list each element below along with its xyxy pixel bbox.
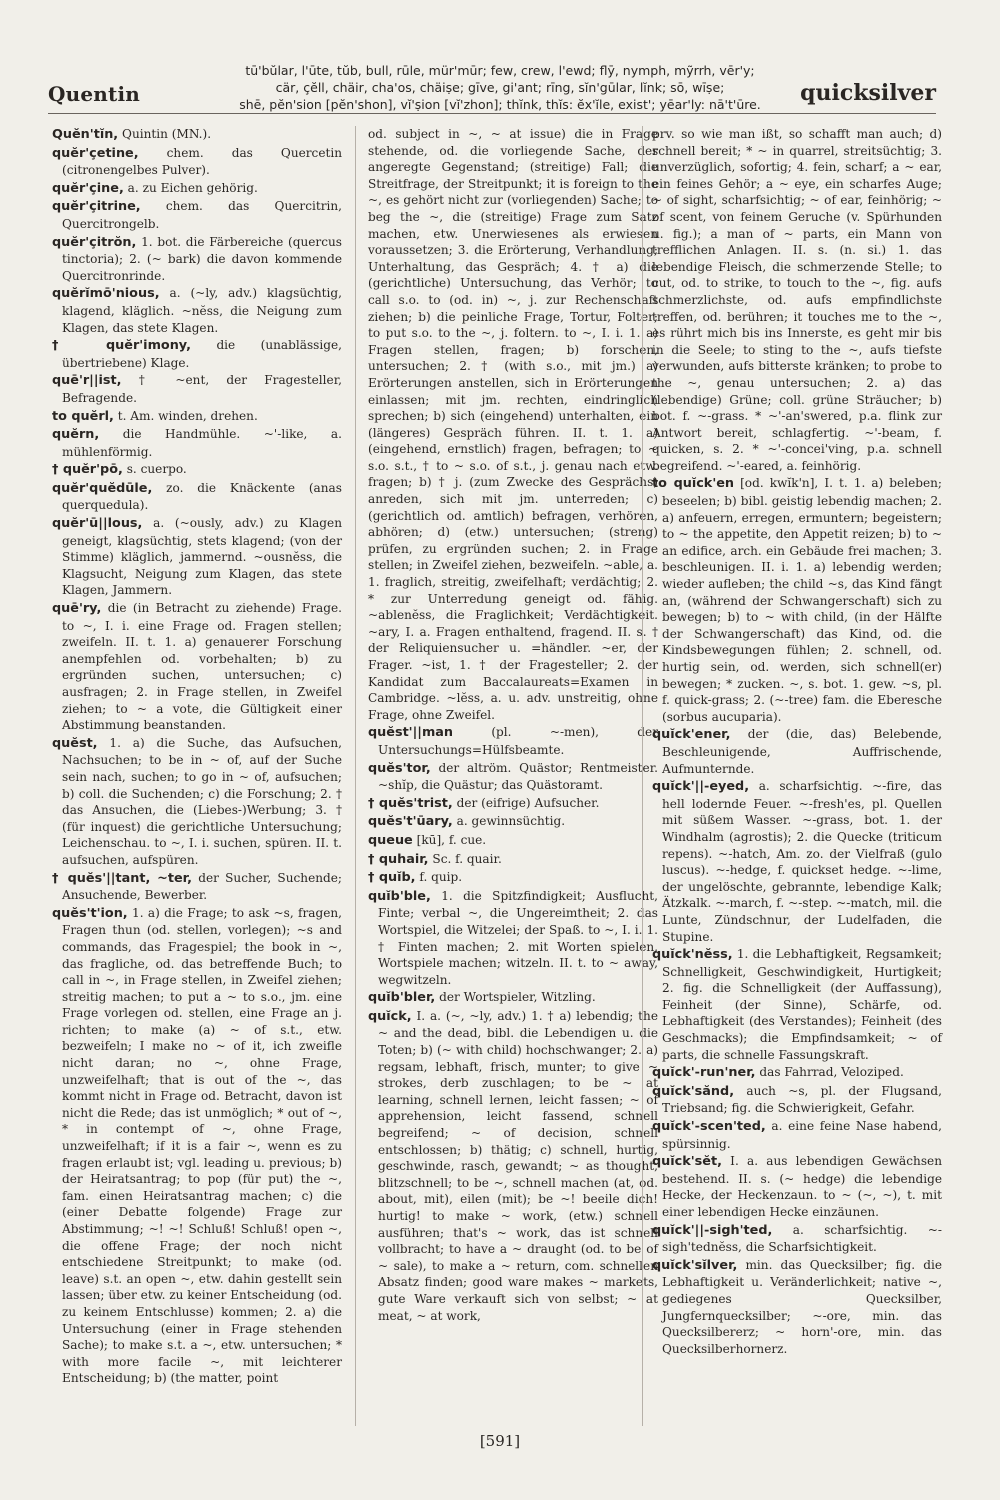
dictionary-entry <box>52 515 342 599</box>
entry-text: 1. a) die Frage; to ask ~s, fragen, Fragen thun (od. stellen, vorlegen); ~s and commands, das Fragespiel; the book in ~, das fragliche, od. das betreffende Buch; to call in ~, in Frage stellen, in Zweifel ziehen; streitig machen; to put a ~ to s.o., jm. eine Frage vorlegen od. stellen, eine Frage an j. richten; to make (a) ~ of s.t., etw. bezweifeln; I make no ~ of it, ich zweifle nicht daran; no ~, ohne Frage, unzweifelhaft; that is out of the ~, das kommt nicht in Frage od. Betracht, davon ist nicht die Rede; das ist unmöglich; * out of ~, * in contempt of ~, ohne Frage, unzweifelhaft; if it is a fair ~, wenn es zu fragen erlaubt ist; vgl. leading u. previous; b) der Heiratsantrag; to pop (für put) the ~, fam. einen Heiratsantrag machen; c) die (einer Debatte folgende) Frage zur Abstimmung; ~! ~! Schluß! Schluß! open ~, die offene Frage; der noch nicht entschiedene Streitpunkt; to make (od. leave) s.t. an open ~, etw. dahin gestellt sein lassen; über etw. zu keiner Entscheidung (od. zu keinem Entschlusse) kommen; 2. a) die Untersuchung (einer in Frage stehenden Sache); to make s.t. a ~, etw. untersuchen; * with more facile ~, mit leichterer Entscheidung; b) (the matter, point <box>62 905 342 1386</box>
column-3 <box>652 126 942 1358</box>
dictionary-entry <box>52 234 342 285</box>
headword: quĭck'||-eyed, <box>652 779 750 795</box>
column-2 <box>368 126 658 1325</box>
headword: quĕr'ū||lous, <box>52 516 143 532</box>
headword: † quĕr'imony, <box>52 338 192 354</box>
headword: quĕr'quĕdūle, <box>52 480 153 496</box>
entry-text: min. das Quecksilber; fig. die Lebhaftigkeit u. Veränderlichkeit; native ~, gediegenes Quecksilber, Jungfernquecksilber; ~-ore, min. das Quecksilbererz; ~ horn'-ore, min. das Quecksilberhornerz. <box>662 1257 942 1356</box>
entry-text: I. a. aus lebendigen Gewächsen bestehend. II. s. (~ hedge) die lebendige Hecke, der Heckenzaun. to ~ (~, ~), t. mit einer lebendigen Hecke einzäunen. <box>662 1154 942 1219</box>
headword: quĭck'sĭlver, <box>652 1257 738 1273</box>
entry-text: Quintin (MN.). <box>122 127 212 141</box>
entry-text: I. a. (~, ~ly, adv.) 1. † a) lebendig; the ~ and the dead, bibl. die Lebendigen u. die Toten; b) (~ with child) hochschwanger; 2. a) regsam, lebhaft, frisch, munter; to give ~ strokes, derb zuschlagen; to be ~ at learning, schnell lernen, leicht fassen; ~ of apprehension, leicht fassend, schnell begreifend; ~ of decision, schnell entschlossen; b) thätig; c) schnell, hurtig, geschwinde, rasch, gewandt; ~ as thought, blitzschnell; to be ~, schnell machen (at, od. about, mit), eilen (mit); be ~! beeile dich! hurtig! to make ~ work, (etw.) schnell ausführen; that's ~ work, das ist schnell vollbracht; to have a ~ draught (od. to be of ~ sale), to make a ~ return, com. schnellen Absatz finden; good ware makes ~ markets, gute Ware verkauft sich von selbst; ~ at meat, ~ at work, <box>378 1008 658 1323</box>
entry-text: der (eifrige) Aufsucher. <box>456 795 600 810</box>
dictionary-entry <box>368 989 658 1007</box>
entry-text: a. zu Eichen gehörig. <box>127 180 258 195</box>
dictionary-entry <box>368 126 658 723</box>
entry-text: [kū], f. cue. <box>416 832 487 847</box>
headword: quĭck'sĕt, <box>652 1154 722 1170</box>
dictionary-entry <box>368 1008 658 1324</box>
headword: quĕrĭmō'nious, <box>52 286 160 302</box>
headword: quĕst'||man <box>368 725 454 741</box>
entry-text: a. (~ously, adv.) zu Klagen geneigt, klagsüchtig, stets klagend; (von der Stimme) kläglich, jammernd. ~ousnĕss, die Klagsucht, Neigung zum Klagen, das stete Klagen, Jammern. <box>62 516 342 598</box>
entry-text: 1. bot. die Färbereiche (quercus tinctoria); 2. (~ bark) die davon kommende Quercitronrinde. <box>62 234 342 283</box>
entry-text: der Sucher, Suchende; Ansuchende, Bewerber. <box>62 870 342 903</box>
headword: † quĕs'||tant, ~ter, <box>52 870 192 886</box>
page-number: [591] <box>479 1432 521 1450</box>
dictionary-entry <box>52 426 342 460</box>
headword: quĕst, <box>52 735 98 751</box>
headword: Quĕn'tĭn, <box>52 127 119 142</box>
headword: quĭck'||-sigh'ted, <box>652 1222 773 1238</box>
headword: quĭck'-scen'ted, <box>652 1119 766 1135</box>
entry-text: zo. die Knäckente (anas querquedula). <box>62 480 342 513</box>
guide-word-right: quicksilver <box>800 80 936 106</box>
dictionary-entry <box>52 461 342 479</box>
entry-text: auch ~s, pl. der Flugsand, Triebsand; fig. die Schwierigkeit, Gefahr. <box>662 1083 942 1116</box>
dictionary-entry <box>652 475 942 725</box>
dictionary-entry <box>652 726 942 777</box>
dictionary-entry <box>368 760 658 794</box>
dictionary-entry <box>52 180 342 198</box>
entry-text: od. subject in ~, ~ at issue) die in Frage stehende, od. die vorliegende Sache, der angeregte Gegenstand; (streitige) Fall; die Streitfrage, der Streitpunkt; it is foreign to the ~, es gehört nicht zur (vorliegenden) Sache; to beg the ~, die (streitige) Frage zum Satz machen, etw. Unerwiesenes als erwiesen voraussetzen; 3. die Erörterung, Verhandlung; Unterhaltung, das Gespräch; 4. † a) die (gerichtliche) Untersuchung, das Verhör; to call s.o. to (od. in) ~, j. zur Rechenschaft ziehen; b) die peinliche Frage, Tortur, Folter; to put s.o. to the ~, j. foltern. to ~, I. i. 1. a) Fragen stellen, fragen; b) forschen, untersuchen; 2. † (with s.o., mit jm.) a) Erörterungen anstellen, sich in Erörterungen einlassen; mit jm. rechten, eindringlich sprechen; b) sich (eingehend) unterhalten, ein (längeres) Gespräch führen. II. t. 1. a) (eingehend, ernstlich) fragen, befragen; to ~ s.o. s.t., † to ~ s.o. of s.t., j. genau nach etw. fragen; b) † j. (zum Zwecke des Gesprächs) anreden, sich mit jm. unterreden; c) (gerichtlich od. amtlich) befragen, verhören, abhören; d) (etw.) untersuchen; (streng) prüfen, zu ergründen suchen; 2. in Frage stellen; in Zweifel ziehen, bezweifeln. ~able, a. 1. fraglich, streitig, zweifelhaft; verdächtig; 2. * zur Unterredung geneigt od. fähig. ~ablenĕss, die Fraglichkeit; Verdächtigkeit. ~ary, I. a. Fragen enthaltend, fragend. II. s. † der Reliquiensucher u. =händler. ~er, der Frager. ~ist, 1. † der Fragesteller; 2. der Kandidat zum Baccalaureats=Examen in Cambridge. ~lĕss, a. u. adv. unstreitig, ohne Frage, ohne Zweifel. <box>368 127 658 722</box>
entry-text: prv. so wie man ißt, so schafft man auch; d) schnell bereit; * ~ in quarrel, streitsüchtig; 3. unverzüglich, sofortig; 4. fein, scharf; a ~ ear, ein feines Gehör; a ~ eye, ein scharfes Auge; ~ of sight, scharfsichtig; ~ of ear, feinhörig; ~ of scent, von feinem Geruche (v. Spürhunden u. fig.); a man of ~ parts, ein Mann von trefflichen Anlagen. II. s. (n. si.) 1. das lebendige Fleisch, die schmerzende Stelle; to cut, od. to strike, to touch to the ~, fig. aufs schmerzlichste, od. aufs empfindlichste treffen, od. berühren; it touches me to the ~, es rührt mich bis ins Innerste, es geht mir bis in die Seele; to sting to the ~, aufs tiefste verwunden, aufs bitterste kränken; to probe to the ~, genau untersuchen; 2. a) das (lebendige) Grüne; coll. grüne Sträucher; b) bot. f. ~-grass. * ~'-an'swered, p.a. flink zur Antwort bereit, schlagfertig. ~'-beam, f. quicken, s. 2. * ~'-concei'ving, p.a. schnell begreifend. ~'-eared, a. feinhörig. <box>652 127 942 473</box>
headword: † quĭb, <box>368 870 416 886</box>
dictionary-entry <box>368 724 658 758</box>
headword: † quĕs'trist, <box>368 795 453 811</box>
dictionary-entry <box>52 337 342 371</box>
headword: quĭck'sănd, <box>652 1083 735 1099</box>
dictionary-entry <box>652 1153 942 1220</box>
headword: quē'ry, <box>52 601 102 617</box>
dictionary-entry <box>52 145 342 179</box>
entry-text: 1. die Spitzfindigkeit; Ausflucht, Finte; verbal ~, die Ungereimtheit; 2. das Wortspiel, die Witzelei; der Spaß. to ~, I. i. 1. † Finten machen; 2. mit Worten spielen, Wortspiele machen; witzeln. II. t. to ~ away, wegwitzeln. <box>378 888 658 987</box>
dictionary-entry <box>652 1064 942 1082</box>
headword: to quĭck'en <box>652 476 735 492</box>
entry-text: das Fahrrad, Veloziped. <box>759 1065 904 1080</box>
pronunciation-line: tū'bŭlar, l'ūte, tŭb, bull, rūle, mür'mūr; few, crew, l'ewd; flȳ, nymph, mỹrrh, vēr'y; <box>245 63 755 78</box>
entry-text: [od. kwĭk'n], I. t. 1. a) beleben; beseelen; b) bibl. geistig lebendig machen; 2. a) anfeuern, erregen, ermuntern; begeistern; to ~ the appetite, den Appetit reizen; b) to ~ an edifice, arch. ein Gebäude frei machen; 3. beschleunigen. II. i. 1. a) lebendig werden; wieder aufleben; the child ~s, das Kind fängt an, (während der Schwangerschaft) sich zu bewegen; b) to ~ with child, (in der Hälfte der Schwangerschaft) das Kind, od. die Kindsbewegungen fühlen; 2. schnell, od. hurtig sein, od. werden, sich schnell(er) bewegen; * zucken. ~, s. bot. 1. gew. ~s, pl. f. quick-grass; 2. (~-tree) fam. die Eberesche (sorbus aucuparia). <box>662 476 942 724</box>
headword: quĭck'nĕss, <box>652 947 733 963</box>
dictionary-entry <box>368 851 658 869</box>
dictionary-entry <box>368 795 658 813</box>
headword: quē'r||ist, <box>52 373 122 389</box>
headword: quĕs'tor, <box>368 760 431 776</box>
pronunciation-line: shē, pĕn'sion [pĕn'shon], vĭ'ṣion [vĭ'zhon]; thĭnk, thĭs: ĕx'ĭle, exist'; yēar'ly: nā't'ūre. <box>239 97 761 112</box>
entry-text: a. eine feine Nase habend, spürsinnig. <box>662 1119 942 1151</box>
dictionary-entry <box>368 832 658 850</box>
entry-text: a. gewinnsüchtig. <box>456 814 566 829</box>
pronunciation-key <box>210 62 790 113</box>
dictionary-entry <box>368 869 658 887</box>
headword: quĭck'ener, <box>652 727 731 743</box>
dictionary-entry <box>652 1083 942 1117</box>
entry-text: a. (~ly, adv.) klagsüchtig, klagend, kläglich. ~nĕss, die Neigung zum Klagen, das stete Klagen. <box>62 286 342 335</box>
headword: quĭb'ble, <box>368 888 431 904</box>
headword: quĭck, <box>368 1008 412 1024</box>
headword: to quĕrl, <box>52 408 114 424</box>
dictionary-entry <box>52 870 342 904</box>
entry-text: f. quip. <box>419 870 463 885</box>
dictionary-entry <box>52 480 342 514</box>
dictionary-entry <box>52 285 342 336</box>
entry-text: der (die, das) Belebende, Beschleunigende, Auffrischende, Aufmunternde. <box>662 727 942 776</box>
entry-text: die (unablässige, übertriebene) Klage. <box>62 338 342 370</box>
headword: quĕrn, <box>52 427 100 443</box>
entry-text: † ~ent, der Fragesteller, Befragende. <box>62 373 342 405</box>
dictionary-entry <box>52 198 342 232</box>
dictionary-entry <box>52 126 342 144</box>
headword: quĕr'çitrine, <box>52 199 141 215</box>
headword: queue <box>368 832 413 848</box>
dictionary-entry <box>368 888 658 989</box>
headword: quĕs't'ūary, <box>368 814 453 830</box>
column-divider <box>642 126 643 1426</box>
entry-text: (pl. ~-men), der Untersuchungs=Hülfsbeamte. <box>378 725 658 757</box>
entry-text: der altröm. Quästor; Rentmeister. ~shĭp, die Quästur; das Quästoramt. <box>378 760 658 793</box>
entry-text: t. Am. winden, drehen. <box>117 408 258 423</box>
dictionary-entry <box>52 905 342 1387</box>
headword: † quĕr'pō, <box>52 462 123 478</box>
headword: quĭb'bler, <box>368 990 436 1006</box>
dictionary-entry <box>652 1257 942 1358</box>
header-rule <box>48 113 936 114</box>
dictionary-entry <box>52 372 342 406</box>
entry-text: der Wortspieler, Witzling. <box>439 990 596 1005</box>
entry-text: s. cuerpo. <box>126 462 187 477</box>
dictionary-entry <box>368 813 658 831</box>
headword: quĕr'çetine, <box>52 145 139 161</box>
entry-text: die Handmühle. ~'-like, a. mühlenförmig. <box>62 427 342 459</box>
entry-text: 1. die Lebhaftigkeit, Regsamkeit; Schnelligkeit, Geschwindigkeit, Hurtigkeit; 2. fig. die Schnelligkeit (der Auffassung), Feinheit (der Sinne), Schärfe, od. Lebhaftigkeit (des Verstandes); Feinheit (des Geschmacks); die Empfindsamkeit; ~ of parts, die schnelle Fassungskraft. <box>662 947 942 1062</box>
entry-text: 1. a) die Suche, das Aufsuchen, Nachsuchen; to be in ~ of, auf der Suche sein nach, suchen; to go in ~ of, aufsuchen; b) coll. die Suchenden; c) die Forschung; 2. † das Ansuchen, die (Liebes-)Werbung; 3. † (für inquest) die gerichtliche Untersuchung; Leichenschau. to ~, I. i. suchen, spüren. II. t. aufsuchen, aufspüren. <box>62 735 342 867</box>
dictionary-entry <box>652 1222 942 1256</box>
dictionary-entry <box>52 735 342 869</box>
guide-word-left: Quentin <box>48 82 141 106</box>
dictionary-entry <box>52 600 342 734</box>
headword: quĕr'çine, <box>52 180 124 196</box>
headword: quĕs't'ion, <box>52 905 128 921</box>
headword: quĭck'-run'ner, <box>652 1065 756 1081</box>
pronunciation-line: cär, çĕll, chäir, cha'os, chäiṣe; gīve, gi'ant; rīng, sĭn'gūlar, lĭnk; sō, wīṣe; <box>275 80 725 95</box>
entry-text: chem. das Quercetin (citronengelbes Pulver). <box>62 145 342 178</box>
column-1 <box>52 126 342 1388</box>
entry-text: Sc. f. quair. <box>432 851 502 866</box>
entry-text: chem. das Quercitrin, Quercitrongelb. <box>62 199 342 231</box>
dictionary-entry <box>52 408 342 426</box>
dictionary-entry <box>652 778 942 945</box>
dictionary-entry <box>652 126 942 474</box>
dictionary-entry <box>652 946 942 1063</box>
entry-text: die (in Betracht zu ziehende) Frage. to ~, I. i. eine Frage od. Fragen stellen; zweifeln. II. t. 1. a) genauerer Forschung anempfehlen od. vorbehalten; b) zu ergründen suchen, untersuchen; c) ausfragen; 2. in Frage stellen, in Zweifel ziehen; to ~ a vote, die Gültigkeit einer Abstimmung beanstanden. <box>62 601 342 733</box>
entry-text: a. scharfsichtig. ~-sigh'tednĕss, die Scharfsichtigkeit. <box>662 1222 942 1255</box>
headword: † quhair, <box>368 851 429 867</box>
column-divider <box>355 126 356 1426</box>
dictionary-entry <box>652 1118 942 1152</box>
headword: quĕr'çitrŏn, <box>52 234 137 250</box>
entry-text: a. scharfsichtig. ~-fire, das hell lodernde Feuer. ~-fresh'es, pl. Quellen mit süßem Wasser. ~-grass, bot. 1. der Windhalm (agrostis); 2. die Quecke (triticum repens). ~-hatch, Am. zo. der Vielfraß (gulo luscus). ~-hedge, f. quickset hedge. ~-lime, der ungelöschte, gebrannte, lebendige Kalk; Ätzkalk. ~-march, f. ~-step. ~-match, mil. die Lunte, Zündschnur, der Ludelfaden, die Stupine. <box>662 779 942 944</box>
